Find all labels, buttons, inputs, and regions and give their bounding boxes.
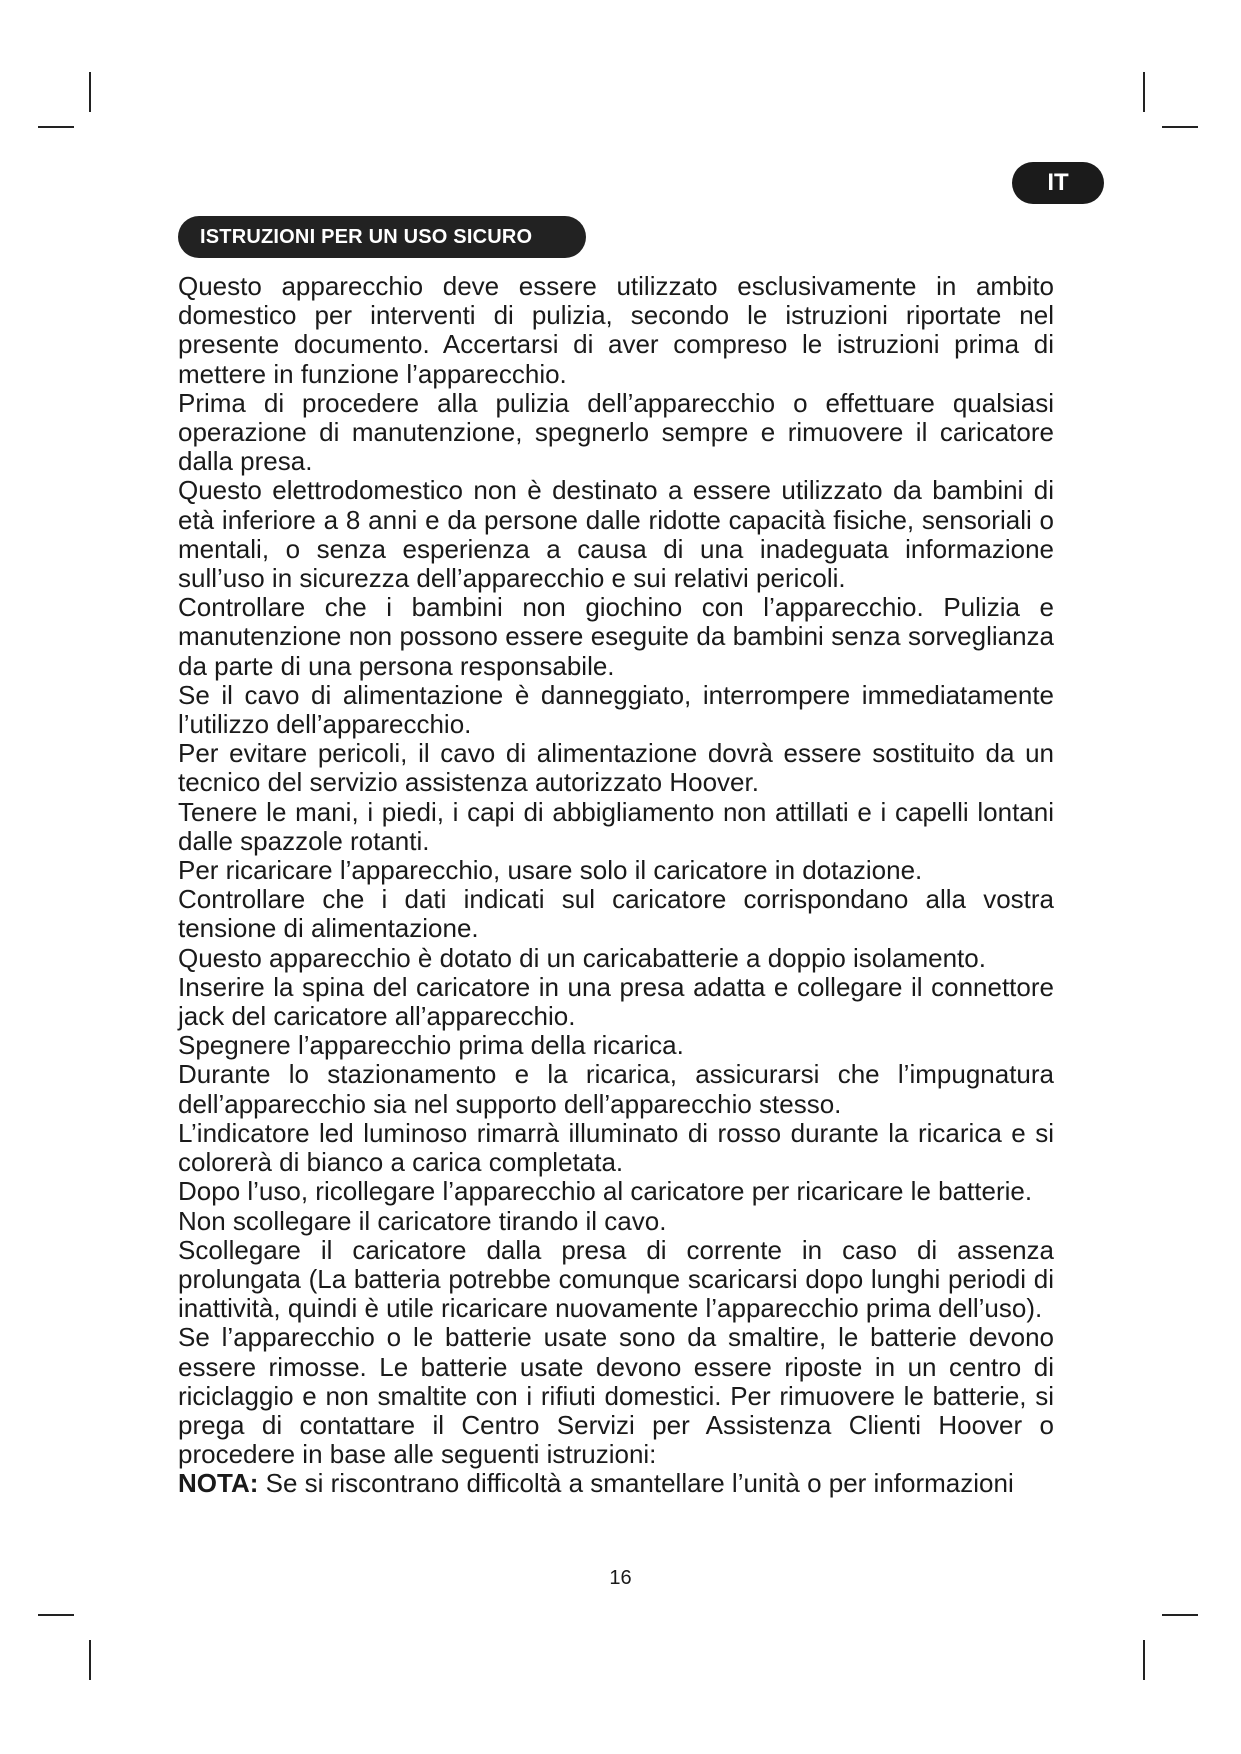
crop-mark — [89, 1640, 91, 1680]
paragraph: Questo apparecchio deve essere utilizzato esclusivamente in ambito domestico per interventi di pulizia, secondo le istruzioni riportate nel presente documento. Accertarsi di aver compreso le istruzioni prima di mettere in funzione l’apparecchio. — [178, 271, 1054, 389]
instructions-body — [178, 272, 1054, 1499]
note-label: NOTA: — [178, 1468, 259, 1499]
crop-mark — [38, 126, 74, 128]
note-text: Se si riscontrano difficoltà a smantellare l’unità o per informazioni — [258, 1468, 1014, 1499]
paragraph: Controllare che i dati indicati sul caricatore corrispondano alla vostra tensione di alimentazione. — [178, 884, 1054, 944]
paragraph: Inserire la spina del caricatore in una presa adatta e collegare il connettore jack del caricatore all’apparecchio. — [178, 971, 1054, 1032]
paragraph: Per evitare pericoli, il cavo di alimentazione dovrà essere sostituito da un tecnico del servizio assistenza autorizzato Hoover. — [178, 738, 1054, 798]
crop-mark — [1162, 1614, 1198, 1616]
paragraph: Questo apparecchio è dotato di un caricabatterie a doppio isolamento. — [178, 942, 986, 973]
note-paragraph — [178, 1469, 1054, 1498]
paragraph: Questo elettrodomestico non è destinato a essere utilizzato da bambini di età inferiore a 8 anni e da persone dalle ridotte capacità fisiche, sensoriali o mentali, o senza esperienza a causa di una inadeguata informazione sull’uso in sicurezza dell’apparecchio e sui relativi pericoli. — [178, 475, 1054, 594]
paragraph: Tenere le mani, i piedi, i capi di abbigliamento non attillati e i capelli lontani dalle spazzole rotanti. — [178, 796, 1054, 856]
paragraph: Durante lo stazionamento e la ricarica, assicurarsi che l’impugnatura dell’apparecchio sia nel supporto dell’apparecchio stesso. — [178, 1059, 1054, 1119]
paragraph: Spegnere l’apparecchio prima della ricarica. — [178, 1030, 684, 1061]
section-title: ISTRUZIONI PER UN USO SICURO — [178, 216, 586, 258]
paragraph: Dopo l’uso, ricollegare l’apparecchio al caricatore per ricaricare le batterie. — [178, 1176, 1033, 1207]
crop-mark — [1143, 72, 1145, 112]
crop-mark — [89, 72, 91, 112]
paragraph: Scollegare il caricatore dalla presa di corrente in caso di assenza prolungata (La batteria potrebbe comunque scaricarsi dopo lunghi periodi di inattività, quindi è utile ricaricare nuovamente l’apparecchio prima dell’uso). — [178, 1234, 1054, 1324]
crop-mark — [1162, 126, 1198, 128]
paragraph: Se il cavo di alimentazione è danneggiato, interrompere immediatamente l’utilizzo dell’apparecchio. — [178, 679, 1054, 740]
crop-mark — [1143, 1640, 1145, 1680]
page-number: 16 — [609, 1567, 632, 1589]
paragraph: Se l’apparecchio o le batterie usate sono da smaltire, le batterie devono essere rimosse. Le batterie usate devono essere riposte in un centro di riciclaggio e non smaltite con i rifiuti domestici. Per rimuovere le batterie, si prega di contattare il Centro Servizi per Assistenza Clienti Hoover o procedere in base alle seguenti istruzioni: — [178, 1322, 1054, 1470]
crop-mark — [38, 1614, 74, 1616]
paragraph: Per ricaricare l’apparecchio, usare solo il caricatore in dotazione. — [178, 855, 923, 886]
paragraph: Controllare che i bambini non giochino con l’apparecchio. Pulizia e manutenzione non possono essere eseguite da bambini senza sorveglianza da parte di una persona responsabile. — [178, 592, 1054, 681]
language-badge: IT — [1012, 162, 1104, 204]
paragraph: Non scollegare il caricatore tirando il cavo. — [178, 1205, 667, 1236]
paragraph: L’indicatore led luminoso rimarrà illuminato di rosso durante la ricarica e si colorerà di bianco a carica completata. — [178, 1117, 1054, 1178]
paragraph: Prima di procedere alla pulizia dell’apparecchio o effettuare qualsiasi operazione di manutenzione, spegnerlo sempre e rimuovere il caricatore dalla presa. — [178, 387, 1054, 477]
